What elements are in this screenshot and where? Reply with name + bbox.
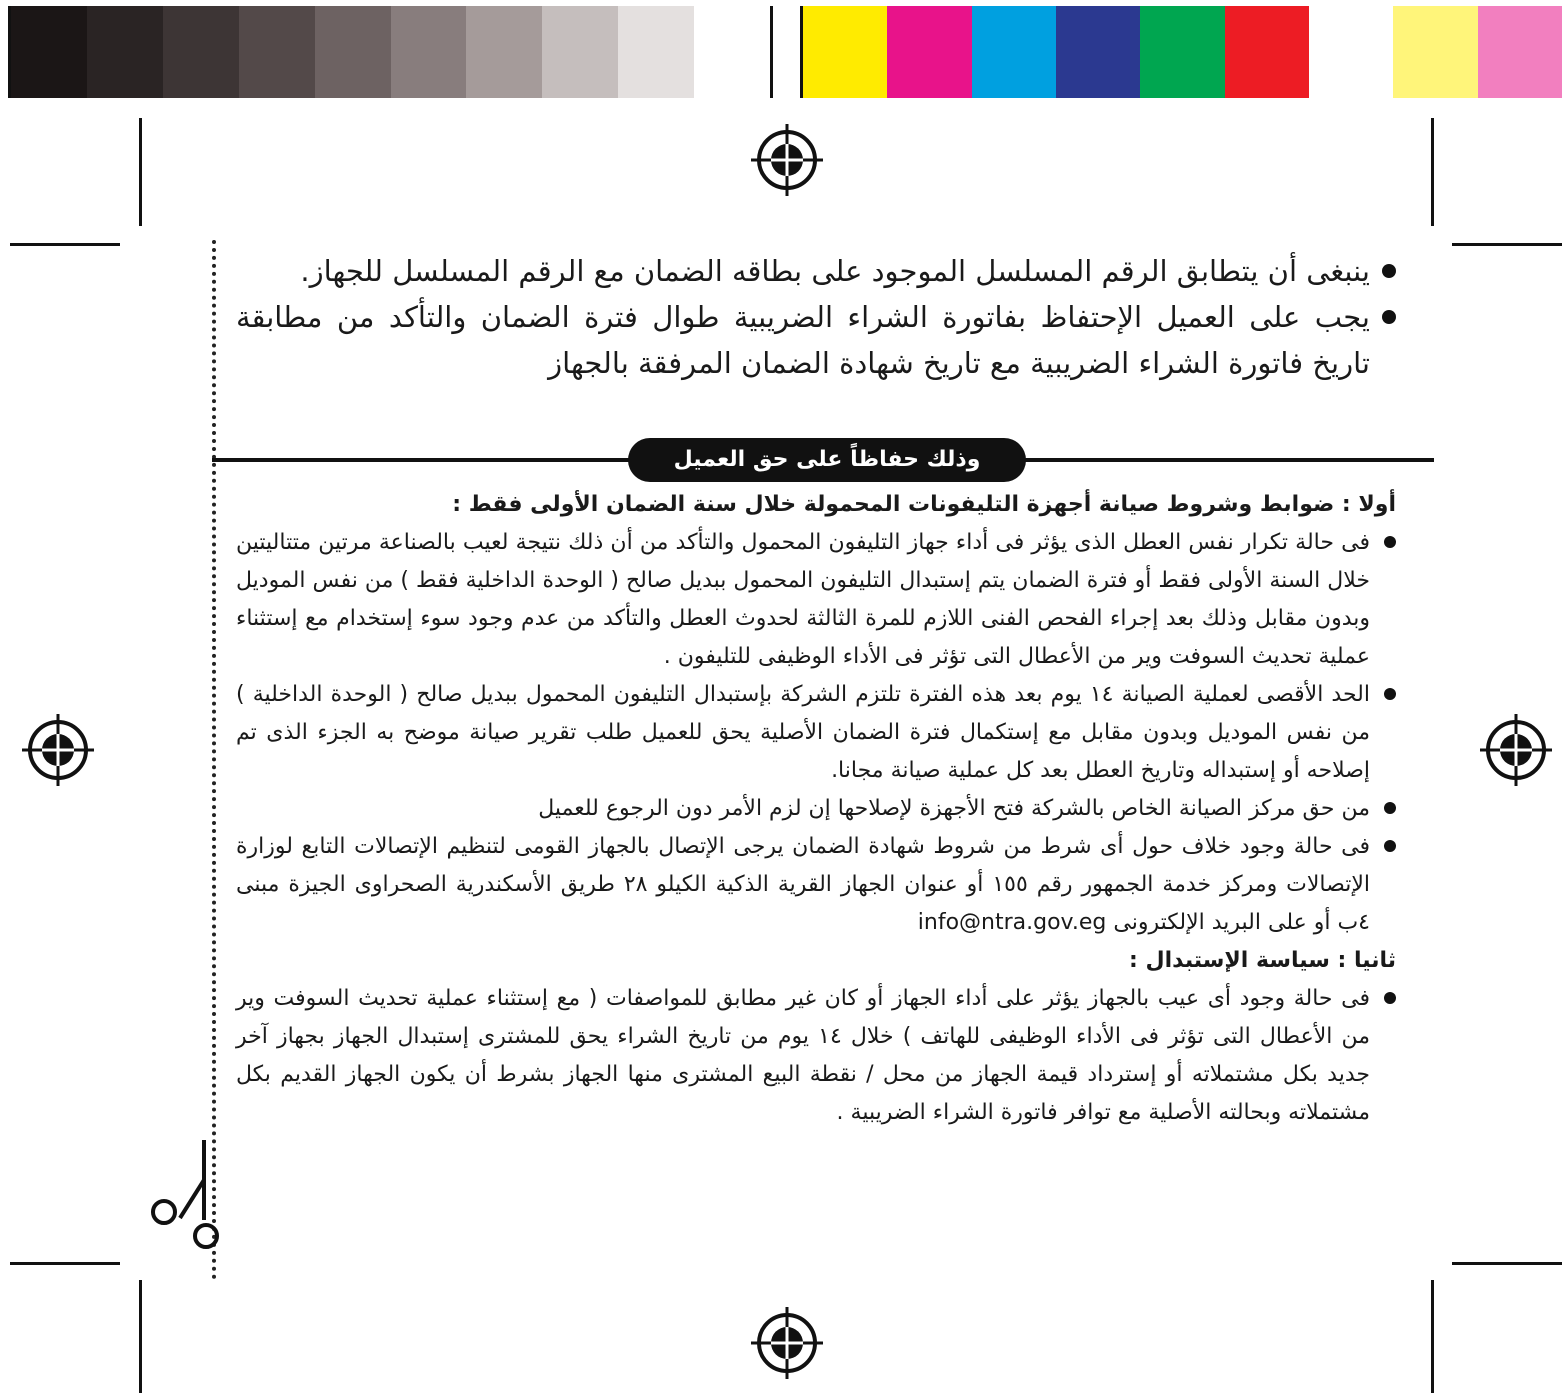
grayscale-swatch <box>618 6 694 98</box>
intro-item-keep-invoice: يجب على العميل الإحتفاظ بفاتورة الشراء الضريبية طوال فترة الضمان والتأكد من مطابقة تاريخ فاتورة الشراء الضريبية مع تاريخ شهادة الضمان المرفقة بالجهاز <box>236 294 1396 386</box>
grayscale-swatch <box>163 6 239 98</box>
terms-body <box>236 486 1396 1132</box>
grayscale-swatch <box>391 6 467 98</box>
registration-crosshair-icon <box>749 122 825 198</box>
crop-mark-bottom-left-vertical <box>139 1280 142 1393</box>
dotted-cut-line <box>212 240 216 1280</box>
dispute-contact-text: فى حالة وجود خلاف حول أى شرط من شروط شهادة الضمان يرجى الإتصال بالجهاز القومى لتنظيم الإتصالات التابع لوزارة الإتصالات ومركز خدمة الجمهور رقم ١٥٥ أو عنوان الجهاز القرية الذكية الكيلو ٢٨ طريق الأسكندرية الصحراوى الجيزة مبنى ٤ب أو على البريد الإلكترونى <box>236 834 1370 935</box>
section1-heading: أولا : ضوابط وشروط صيانة أجهزة التليفونات المحمولة خلال سنة الضمان الأولى فقط : <box>452 492 1396 517</box>
color-swatch <box>1393 6 1477 98</box>
registration-crosshair-icon <box>749 1305 825 1381</box>
registration-crosshair-icon <box>20 712 96 788</box>
color-calibration-bar <box>800 6 1562 98</box>
scissors-icon <box>150 1140 230 1260</box>
color-swatch <box>1056 6 1140 98</box>
color-swatch <box>972 6 1056 98</box>
color-swatch <box>887 6 971 98</box>
crop-mark-bottom-left-horizontal <box>10 1262 120 1265</box>
crop-mark-bottom-right-vertical <box>1431 1280 1434 1393</box>
grayscale-swatch <box>239 6 315 98</box>
section2-item-replacement-policy: فى حالة وجود أى عيب بالجهاز يؤثر على أداء الجهاز أو كان غير مطابق للمواصفات ( مع إستثناء عملية تحديث السوفت وير من الأعطال التى تؤثر فى الأداء الوظيفى للهاتف ) خلال ١٤ يوم من تاريخ الشراء يحق للمشترى إستبدال الجهاز بجهاز آخر جديد بكل مشتملاته أو إسترداد قيمة الجهاز من محل / نقطة البيع المشترى منها الجهاز بشرط أن يكون الجهاز القديم بكل مشتملاته وبحالته الأصلية مع توافر فاتورة الشراء الضريبية . <box>236 980 1396 1132</box>
section2-heading: ثانيا : سياسة الإستبدال : <box>1129 948 1396 973</box>
crop-mark-bottom-right-horizontal <box>1452 1262 1562 1265</box>
section1-item-open-device: من حق مركز الصيانة الخاص بالشركة فتح الأجهزة لإصلاحها إن لزم الأمر دون الرجوع للعميل <box>236 790 1396 828</box>
divider-label: وذلك حفاظاً على حق العميل <box>628 438 1026 482</box>
ntra-email: info@ntra.gov.eg <box>917 910 1107 935</box>
section1-item-dispute-contact <box>236 828 1396 942</box>
intro-item-serial-match: ينبغى أن يتطابق الرقم المسلسل الموجود على بطاقه الضمان مع الرقم المسلسل للجهاز. <box>236 248 1396 294</box>
color-swatch <box>1225 6 1309 98</box>
section1-item-max-repair-time: الحد الأقصى لعملية الصيانة ١٤ يوم بعد هذه الفترة تلتزم الشركة بإستبدال التليفون المحمول ببديل صالح ( الوحدة الداخلية ) من نفس الموديل وبدون مقابل مع إستكمال فترة الضمان الأصلية يحق للعميل طلب تقرير صيانة موضح به الجزء الذى تم إصلاحه أو إستبداله وتاريخ العطل بعد كل عملية صيانة مجانا. <box>236 676 1396 790</box>
grayscale-swatch <box>11 6 87 98</box>
grayscale-swatch <box>694 6 770 98</box>
intro-block <box>236 248 1396 386</box>
color-swatch <box>803 6 887 98</box>
color-swatch <box>1140 6 1224 98</box>
crop-mark-top-right-horizontal <box>1452 243 1562 246</box>
grayscale-swatch <box>315 6 391 98</box>
color-swatch <box>1478 6 1562 98</box>
grayscale-swatch <box>466 6 542 98</box>
crop-mark-top-left-horizontal <box>10 243 120 246</box>
crop-mark-top-right-vertical <box>1431 118 1434 226</box>
registration-crosshair-icon <box>1478 712 1554 788</box>
crop-mark-top-left-vertical <box>139 118 142 226</box>
grayscale-swatch <box>542 6 618 98</box>
color-swatch <box>1309 6 1393 98</box>
grayscale-swatch <box>87 6 163 98</box>
section1-item-repeated-fault: فى حالة تكرار نفس العطل الذى يؤثر فى أداء جهاز التليفون المحمول والتأكد من أن ذلك نتيجة لعيب بالصناعة مرتين متتاليتين خلال السنة الأولى فقط أو فترة الضمان يتم إستبدال التليفون المحمول ببديل صالح ( الوحدة الداخلية فقط ) من نفس الموديل وبدون مقابل وذلك بعد إجراء الفحص الفنى اللازم للمرة الثالثة لحدوث العطل والتأكد من عدم وجود سوء إستخدام مع إستثناء عملية تحديث السوفت وير من الأعطال التى تؤثر فى الأداء الوظيفى للتليفون . <box>236 524 1396 676</box>
grayscale-calibration-bar <box>8 6 773 98</box>
